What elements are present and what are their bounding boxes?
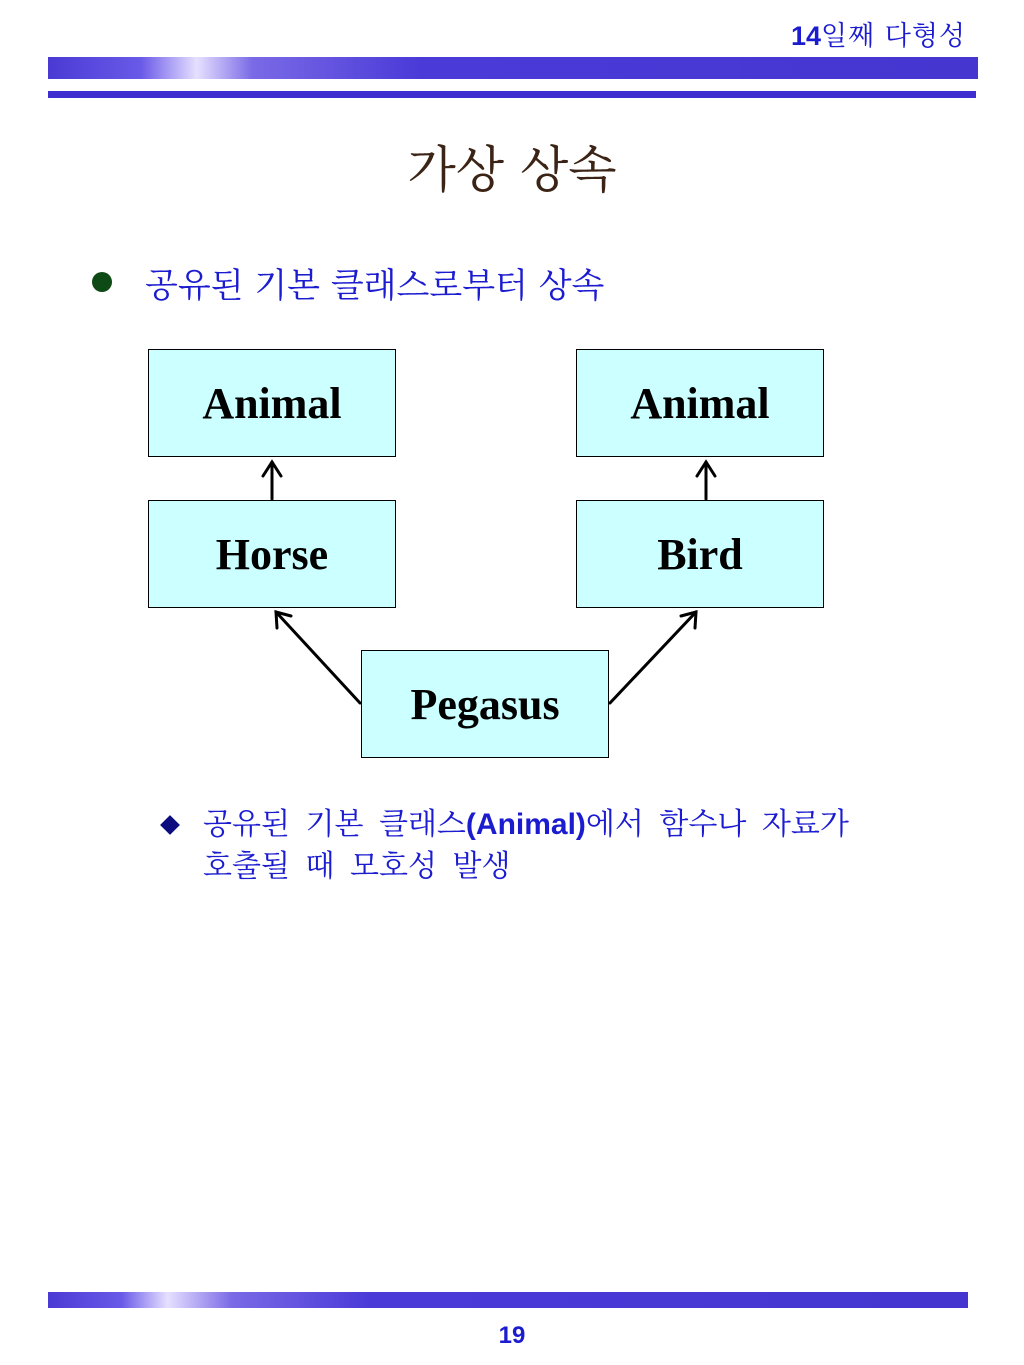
sub-bullet-line2: 호출될 때 모호성 발생	[203, 849, 511, 884]
class-label: Animal	[630, 378, 770, 428]
slide-title: 가상 상속	[407, 141, 617, 199]
class-label: Pegasus	[410, 679, 560, 729]
class-box-bird	[576, 500, 824, 608]
class-box-pegasus	[361, 650, 609, 758]
class-label: Animal	[202, 378, 342, 428]
arrow-pegasus-to-bird	[610, 612, 696, 703]
class-label: Bird	[657, 529, 743, 579]
bullet-text: 공유된 기본 클래스로부터 상속	[145, 266, 605, 306]
sub-bullet-part-b: (Animal)	[465, 808, 586, 841]
chapter-number: 14	[790, 21, 821, 51]
sub-bullet-text	[203, 804, 943, 888]
class-box-animal-right	[576, 349, 824, 457]
sub-bullet-part-a: 공유된 기본 클래스	[203, 807, 466, 842]
chapter-title: 일째 다형성	[821, 21, 966, 52]
page-number: 19	[498, 1322, 526, 1349]
class-box-animal-left	[148, 349, 396, 457]
sub-bullet-part-c: 에서 함수나 자료가	[585, 807, 849, 842]
class-label: Horse	[215, 529, 329, 579]
class-box-horse	[148, 500, 396, 608]
footer-decor-bar	[48, 1292, 968, 1308]
arrow-pegasus-to-horse	[276, 612, 360, 703]
